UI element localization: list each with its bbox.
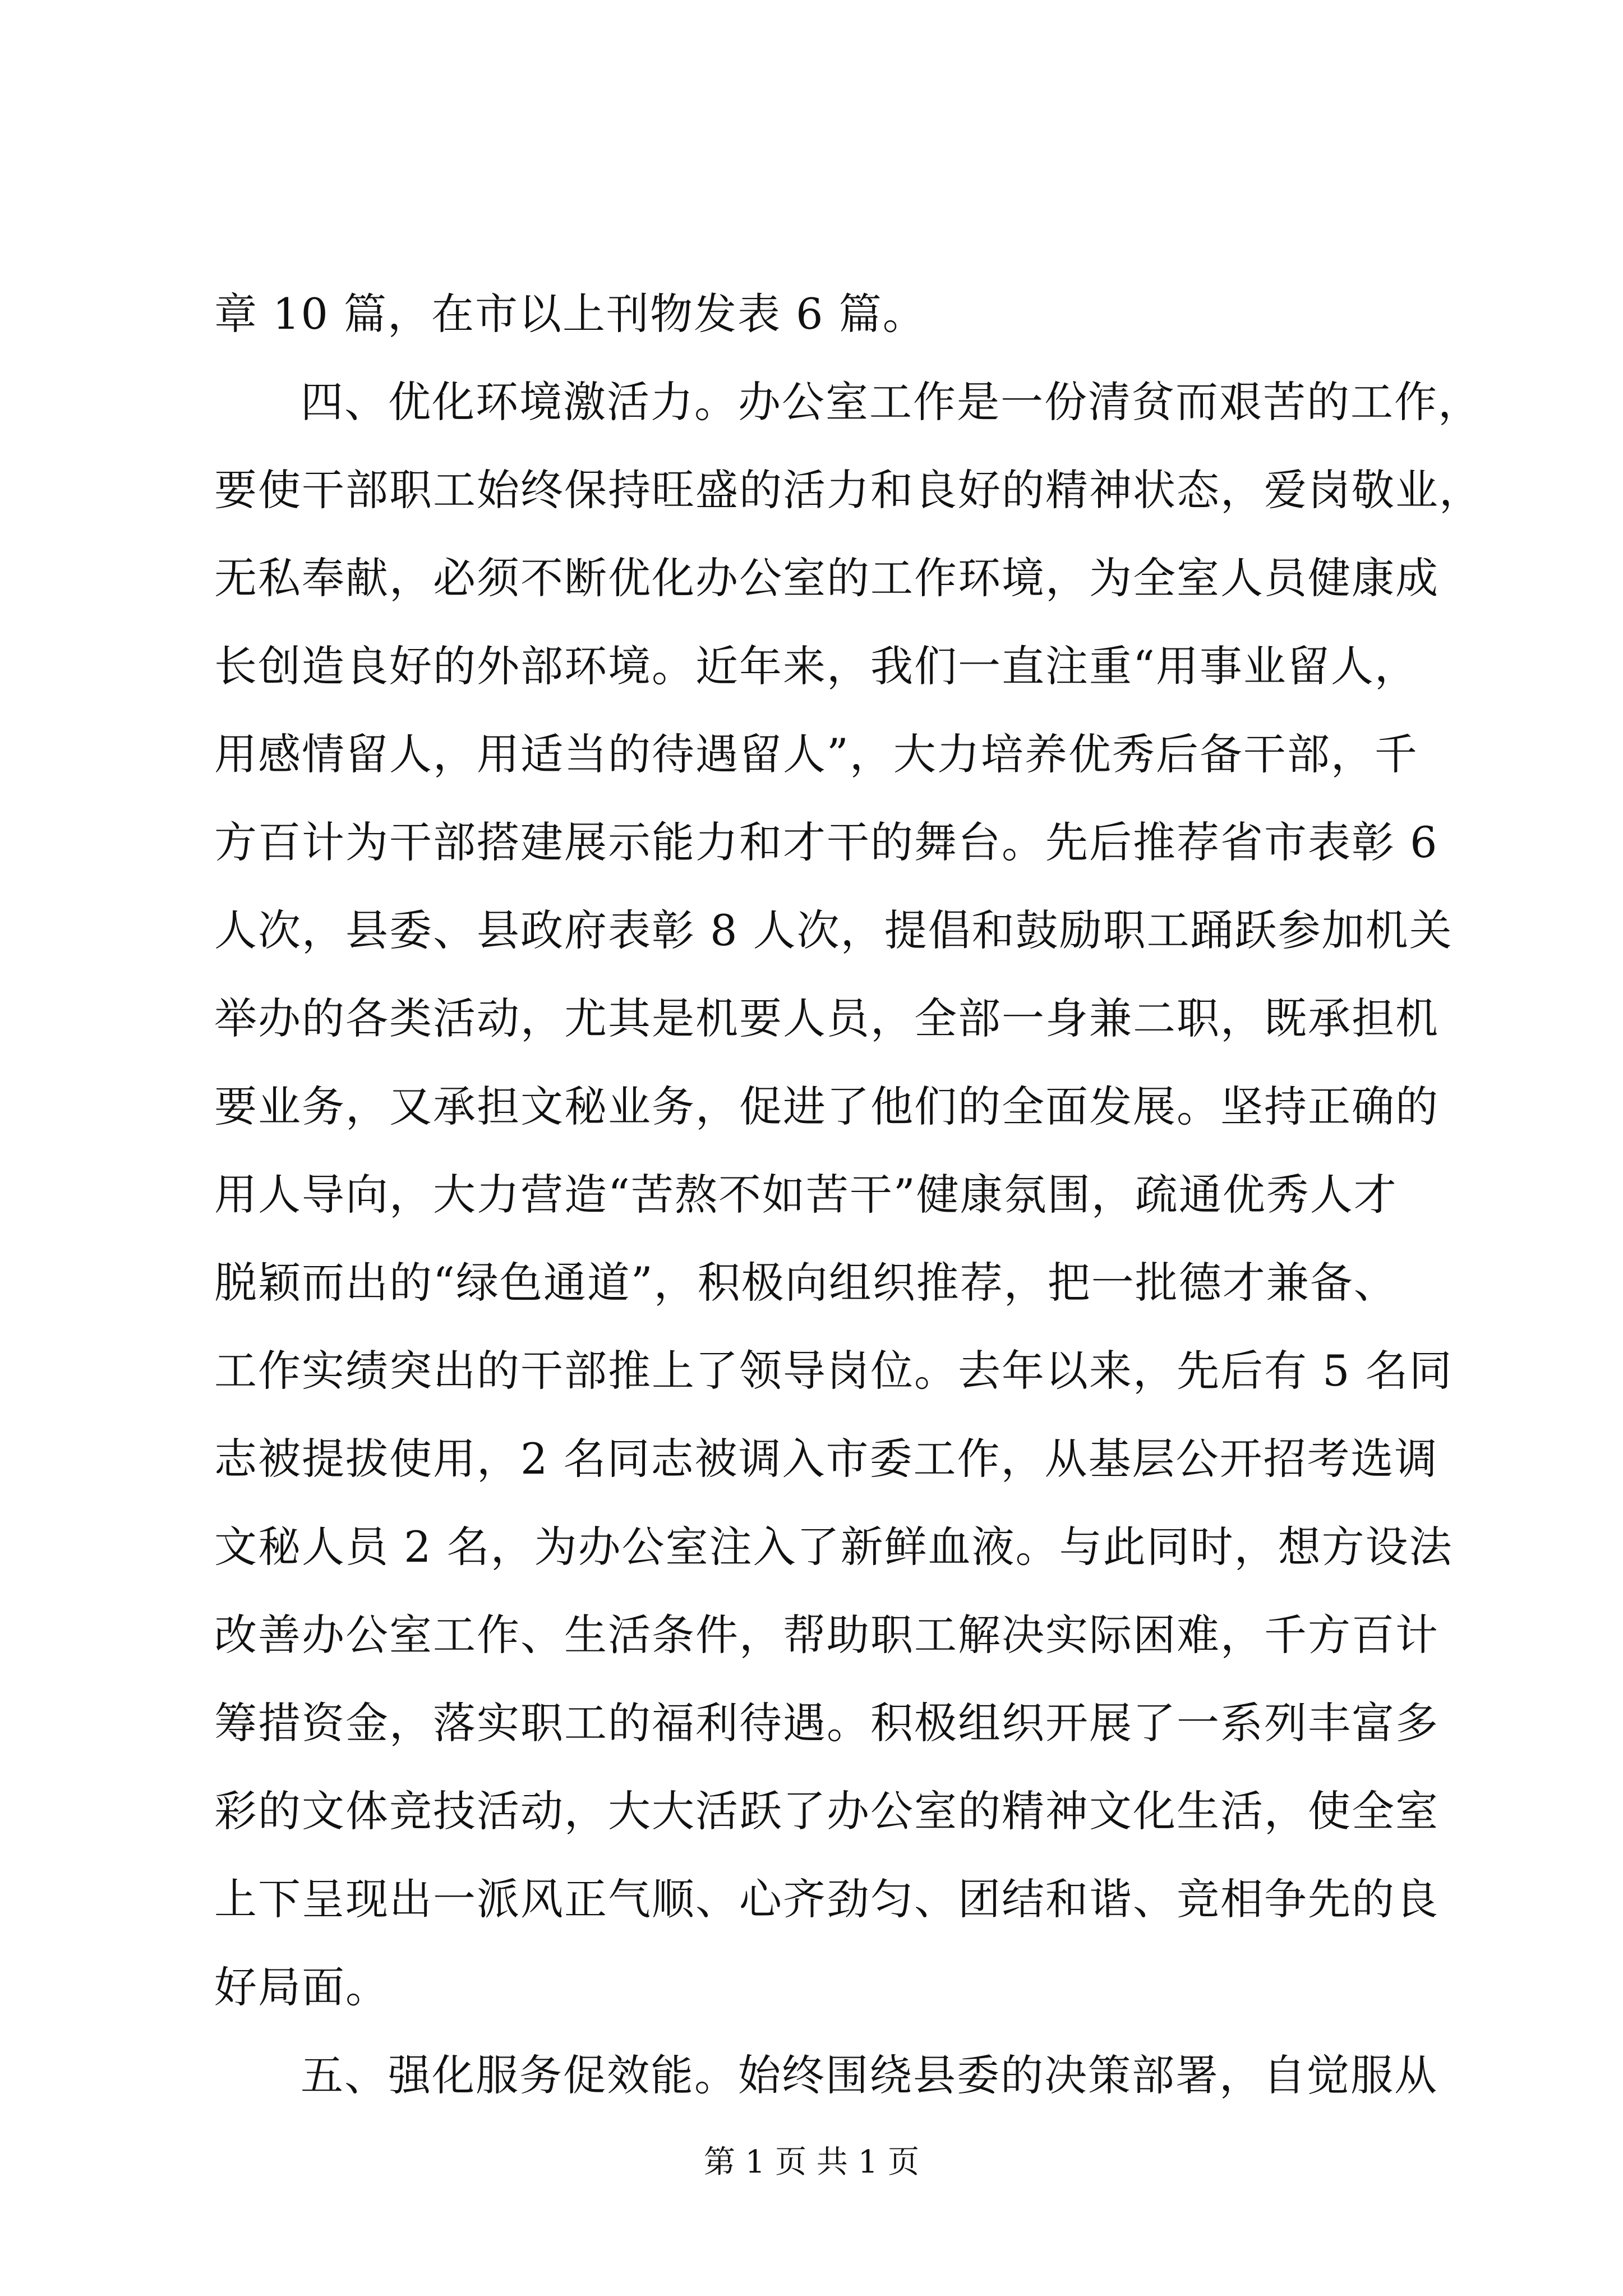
paragraph-heading-line: 四、优化环境激活力。办公室工作是一份清贫而艰苦的工作， — [301, 377, 1482, 427]
text-line: 长创造良好的外部环境。近年来，我们一直注重“用事业留人， — [214, 641, 1418, 691]
text-line: 举办的各类活动，尤其是机要人员，全部一身兼二职，既承担机 — [214, 993, 1439, 1043]
text-line: 章 10 篇，在市以上刊物发表 6 篇。 — [214, 289, 926, 339]
text-line: 改善办公室工作、生活条件，帮助职工解决实际困难，千方百计 — [214, 1610, 1439, 1660]
text-line: 要业务，又承担文秘业务，促进了他们的全面发展。坚持正确的 — [214, 1082, 1439, 1131]
text-line: 筹措资金，落实职工的福利待遇。积极组织开展了一系列丰富多 — [214, 1698, 1439, 1748]
text-line: 彩的文体竞技活动，大大活跃了办公室的精神文化生活，使全室 — [214, 1786, 1439, 1836]
text-line: 工作实绩突出的干部推上了领导岗位。去年以来，先后有 5 名同 — [214, 1346, 1453, 1396]
text-line: 脱颖而出的“绿色通道”，积极向组织推荐，把一批德才兼备、 — [214, 1258, 1398, 1308]
text-line: 文秘人员 2 名，为办公室注入了新鲜血液。与此同时，想方设法 — [214, 1522, 1453, 1572]
text-line: 无私奉献，必须不断优化办公室的工作环境，为全室人员健康成 — [214, 553, 1439, 603]
text-line: 志被提拔使用，2 名同志被调入市委工作，从基层公开招考选调 — [214, 1434, 1438, 1484]
text-line: 好局面。 — [214, 1962, 389, 2012]
text-line: 上下呈现出一派风正气顺、心齐劲匀、团结和谐、竞相争先的良 — [214, 1874, 1439, 1924]
text-line: 方百计为干部搭建展示能力和才干的舞台。先后推荐省市表彰 6 — [214, 817, 1438, 867]
text-line: 要使干部职工始终保持旺盛的活力和良好的精神状态，爱岗敬业， — [214, 465, 1483, 515]
paragraph-heading-line: 五、强化服务促效能。始终围绕县委的决策部署，自觉服从 — [301, 2050, 1438, 2100]
text-line: 用感情留人，用适当的待遇留人”，大力培养优秀后备干部，千 — [214, 729, 1418, 779]
page-number-footer: 第 1 页 共 1 页 — [703, 2144, 920, 2180]
text-line: 人次，县委、县政府表彰 8 人次，提倡和鼓励职工踊跃参加机关 — [214, 905, 1453, 955]
text-line: 用人导向，大力营造“苦熬不如苦干”健康氛围，疏通优秀人才 — [214, 1170, 1398, 1220]
